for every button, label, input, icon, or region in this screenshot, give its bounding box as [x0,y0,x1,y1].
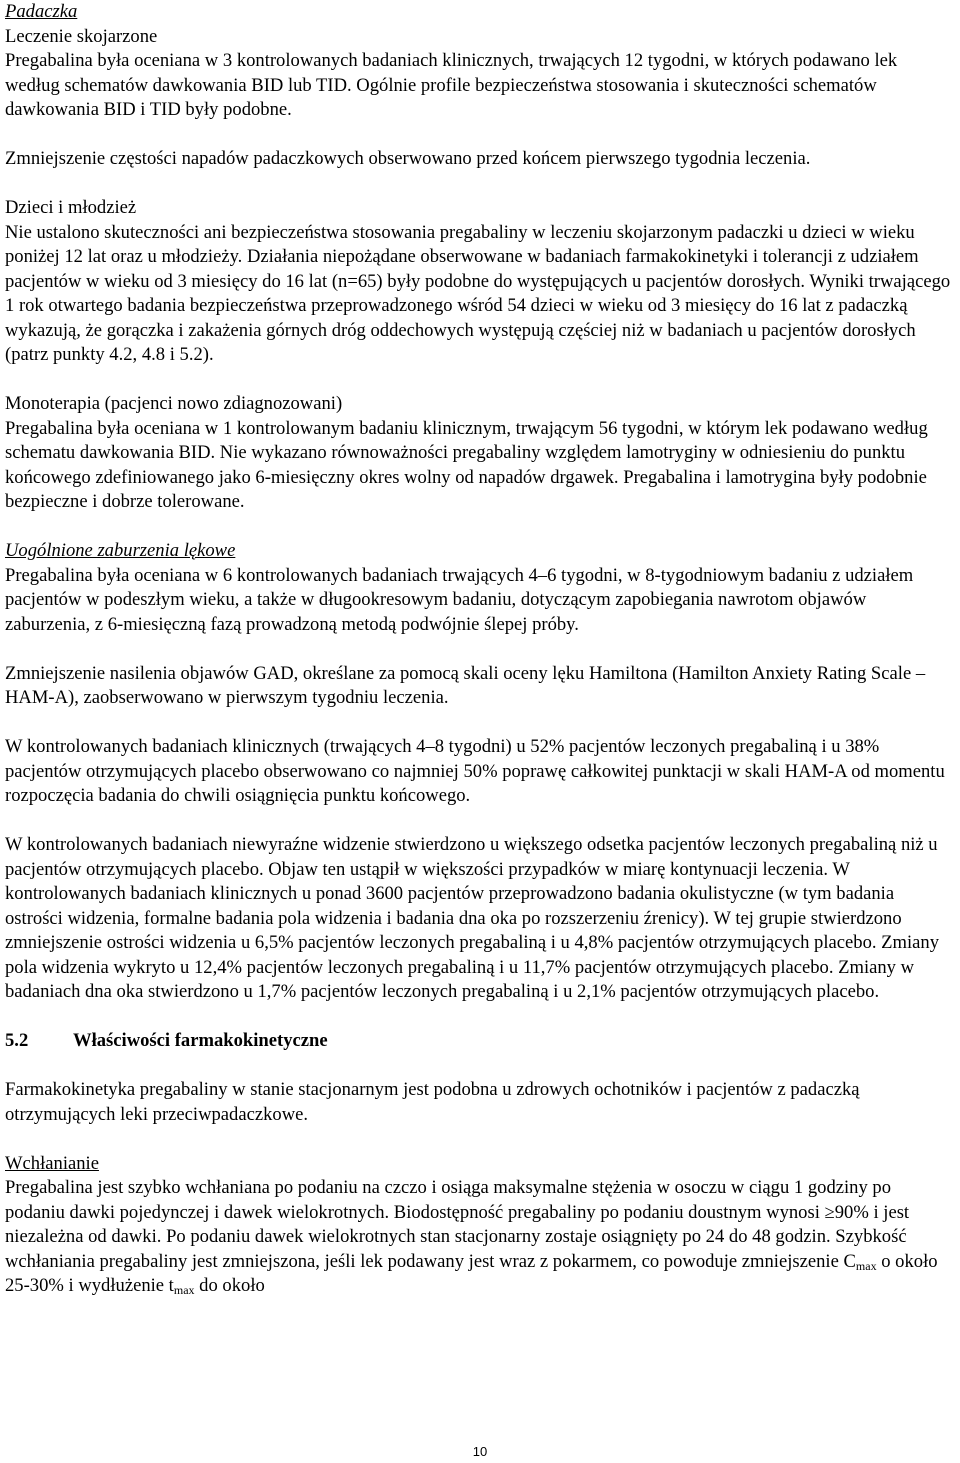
section-5-2-heading [5,1029,954,1054]
adjunct-paragraph-2: Zmniejszenie częstości napadów padaczkowych obserwowano przed końcem pierwszego tygodnia leczenia. [5,148,811,169]
pk-intro-paragraph: Farmakokinetyka pregabaliny w stanie stacjonarnym jest podobna u zdrowych ochotników i pacjentów z padaczką otrzymujących leki przeciwpadaczkowe. [5,1079,860,1125]
adjunct-paragraph-1: Pregabalina była oceniana w 3 kontrolowanych badaniach klinicznych, trwających 12 tygodni, w których podawano lek według schematów dawkowania BID lub TID. Ogólnie profile bezpieczeństwa stosowania i skuteczności schematów dawkowania BID i TID były podobne. [5,50,898,120]
page-number: 10 [472,1444,488,1459]
tmax-subscript: max [173,1283,195,1297]
absorption-text-3: do około [194,1275,265,1296]
absorption-paragraph [5,1176,954,1299]
children-paragraph: Nie ustalono skuteczności ani bezpieczeństwa stosowania pregabaliny w leczeniu skojarzonym padaczki u dzieci w wieku poniżej 12 lat oraz u młodzieży. Działania niepożądane obserwowane w badaniach farmakokinetyki i tolerancji z udziałem pacjentów w wieku od 3 miesięcy do 16 lat (n=65) były podobne do występujących u pacjentów dorosłych. Wyniki trwającego 1 rok otwartego badania bezpieczeństwa przeprowadzonego wśród 54 dzieci w wieku od 3 miesięcy do 16 lat z padaczką wykazują, że gorączka i zakażenia górnych dróg oddechowych występują częściej niż w badaniach u pacjentów dorosłych (patrz punkty 4.2, 4.8 i 5.2). [5,221,951,365]
spacer [5,711,954,736]
monotherapy-paragraph: Pregabalina była oceniana w 1 kontrolowanym badaniu klinicznym, trwającym 56 tygodni, w którym lek podawano według schematu dawkowania BID. Nie wykazano równoważności pregabaliny względem lamotryginy w odniesieniu do punktu końcowego zdefiniowanego jako 6-miesięczny okres wolny od napadów drgawek. Pregabalina i lamotrygina były podobnie bezpieczne i dobrze tolerowane. [5,417,928,512]
gad-paragraph-4: W kontrolowanych badaniach niewyraźne widzenie stwierdzono u większego odsetka pacjentów leczonych pregabaliną niż u pacjentów otrzymujących placebo. Objaw ten ustąpił w większości przypadków w miarę kontynuacji leczenia. W kontrolowanych badaniach klinicznych u ponad 3600 pacjentów przeprowadzono badania okulistyczne (w tym badania ostrości widzenia, formalne badania pola widzenia i badania dna oka po rozszerzeniu źrenicy). W tej grupie stwierdzono zmniejszenie ostrości widzenia u 6,5% pacjentów leczonych pregabaliną i u 4,8% pacjentów otrzymujących placebo. Zmiany pola widzenia wykryto u 12,4% pacjentów leczonych pregabaliną i u 11,7% pacjentów otrzymujących placebo. Zmiany w badaniach dna oka stwierdzono u 1,7% pacjentów leczonych pregabaliną i u 2,1% pacjentów otrzymujących placebo. [5,834,939,1002]
spacer [5,1127,954,1152]
section-number: 5.2 [5,1030,29,1051]
spacer [5,1054,954,1079]
spacer [5,809,954,834]
gad-paragraph-2: Zmniejszenie nasilenia objawów GAD, określane za pomocą skali oceny lęku Hamiltona (Hamilton Anxiety Rating Scale – HAM-A), zaobserwowano w pierwszym tygodniu leczenia. [5,662,926,708]
spacer [5,172,954,197]
absorption-heading: Wchłanianie [5,1152,99,1174]
adjunct-subheading: Leczenie skojarzone [5,25,158,47]
epilepsy-heading: Padaczka [5,1,78,22]
absorption-text-1: Pregabalina jest szybko wchłaniana po podaniu na czczo i osiąga maksymalne stężenia w osoczu w ciągu 1 godziny po podaniu dawki pojedynczej i dawek wielokrotnych. Biodostępność pregabaliny po podaniu doustnym wynosi ≥90% i jest niezależna od dawki. Po podaniu dawek wielokrotnych stan stacjonarny zostaje osiągnięty po 24 do 48 godzin. Szybkość wchłaniania pregabaliny jest zmniejszona, jeśli lek podawany jest wraz z pokarmem, co powoduje zmniejszenie C [5,1177,910,1272]
spacer [5,515,954,540]
spacer [5,123,954,148]
absorption-text-2: o około 25-30% i wydłużenie t [5,1250,938,1296]
section-title: Właściwości farmakokinetyczne [73,1030,328,1051]
gad-heading: Uogólnione zaburzenia lękowe [5,540,236,561]
spacer [5,368,954,393]
cmax-subscript: max [855,1258,877,1273]
gad-paragraph-1: Pregabalina była oceniana w 6 kontrolowanych badaniach trwających 4–6 tygodni, w 8-tygodniowym badaniu z udziałem pacjentów w podeszłym wieku, a także w długookresowym badaniu, dotyczącym zapobiegania nawrotom objawów zaburzenia, z 6-miesięczną fazą prowadzoną metodą podwójnie ślepej próby. [5,564,914,635]
children-subheading: Dzieci i młodzież [5,197,137,218]
monotherapy-subheading: Monoterapia (pacjenci nowo zdiagnozowani) [5,393,343,414]
spacer [5,1005,954,1030]
gad-paragraph-3: W kontrolowanych badaniach klinicznych (trwających 4–8 tygodni) u 52% pacjentów leczonych pregabaliną i u 38% pacjentów otrzymujących placebo obserwowano co najmniej 50% poprawę całkowitej punktacji w skali HAM-A od momentu rozpoczęcia badania do chwili osiągnięcia punktu końcowego. [5,736,945,806]
spacer [5,637,954,662]
